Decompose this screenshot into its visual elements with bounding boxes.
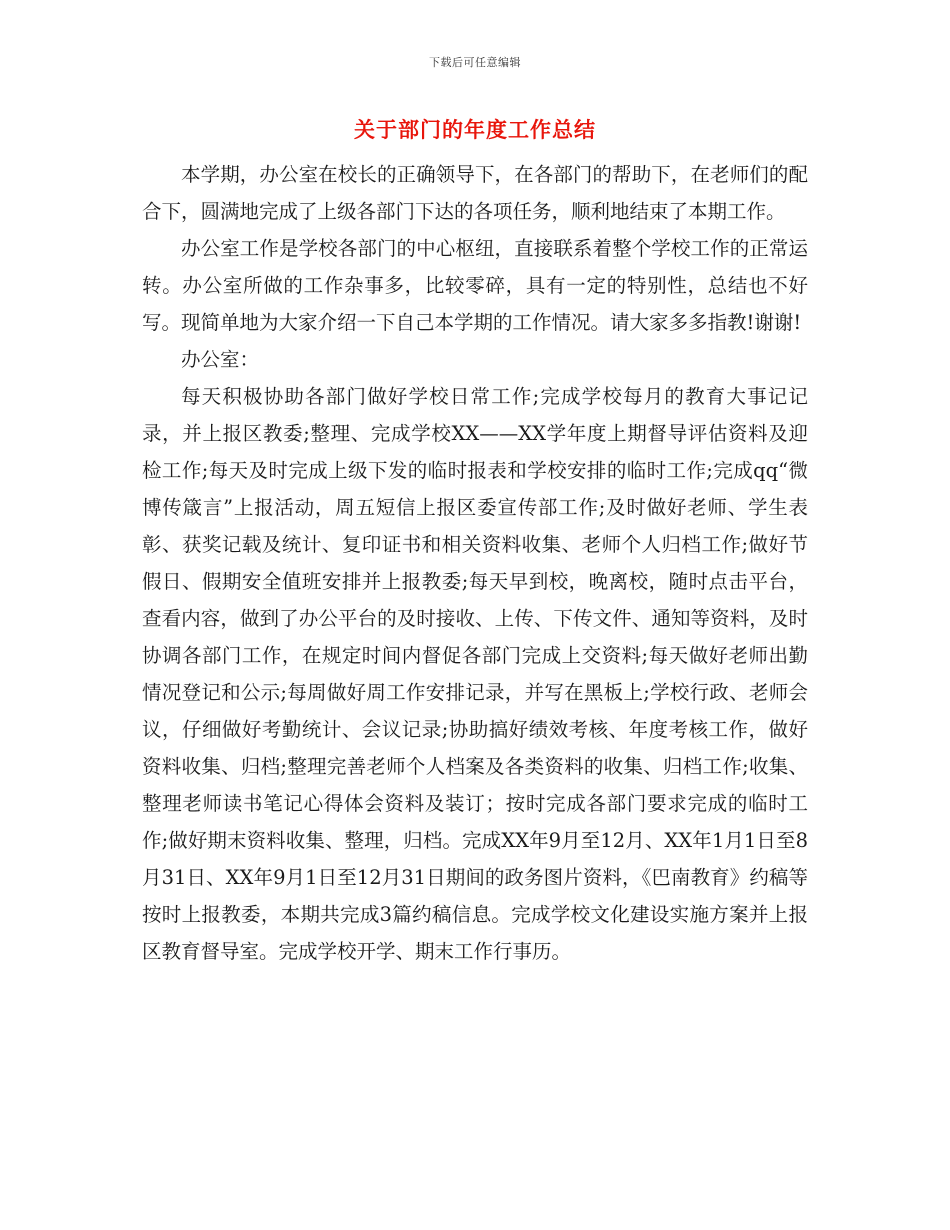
- paragraph-office-work: 每天积极协助各部门做好学校日常工作;完成学校每月的教育大事记记录，并上报区教委;整理、完成学校XX——XX学年度上期督导评估资料及迎检工作;每天及时完成上级下发的临时报表和学校安排的临时工作;完成qq“微博传箴言”上报活动，周五短信上报区委宣传部工作;及时做好老师、学生表彰、获奖记载及统计、复印证书和相关资料收集、老师个人归档工作;做好节假日、假期安全值班安排并上报教委;每天早到校，晚离校，随时点击平台，查看内容，做到了办公平台的及时接收、上传、下传文件、通知等资料，及时协调各部门工作，在规定时间内督促各部门完成上交资料;每天做好老师出勤情况登记和公示;每周做好周工作安排记录，并写在黑板上;学校行政、老师会议，仔细做好考勤统计、会议记录;协助搞好绩效考核、年度考核工作，做好资料收集、归档;整理完善老师个人档案及各类资料的收集、归档工作;收集、整理老师读书笔记心得体会资料及装订；按时完成各部门要求完成的临时工作;做好期末资料收集、整理，归档。完成XX年9月至12月、XX年1月1日至8月31日、XX年9月1日至12月31日期间的政务图片资料，《巴南教育》约稿等按时上报教委，本期共完成3篇约稿信息。完成学校文化建设实施方案并上报区教育督导室。完成学校开学、期末工作行事历。: [142, 385, 808, 963]
- paragraph-overview: 办公室工作是学校各部门的中心枢纽，直接联系着整个学校工作的正常运转。办公室所做的工作杂事多，比较零碎，具有一定的特别性，总结也不好写。现简单地为大家介绍一下自己本学期的工作情况。请大家多多指教!谢谢!: [142, 237, 808, 334]
- paragraph-intro: 本学期，办公室在校长的正确领导下，在各部门的帮助下，在老师们的配合下，圆满地完成了上级各部门下达的各项任务，顺利地结束了本期工作。: [142, 163, 808, 223]
- paragraph-section-heading: 办公室：: [181, 348, 260, 371]
- document-title: 关于部门的年度工作总结: [354, 118, 596, 142]
- header-note: 下载后可任意编辑: [429, 56, 521, 69]
- document-body: [142, 156, 808, 970]
